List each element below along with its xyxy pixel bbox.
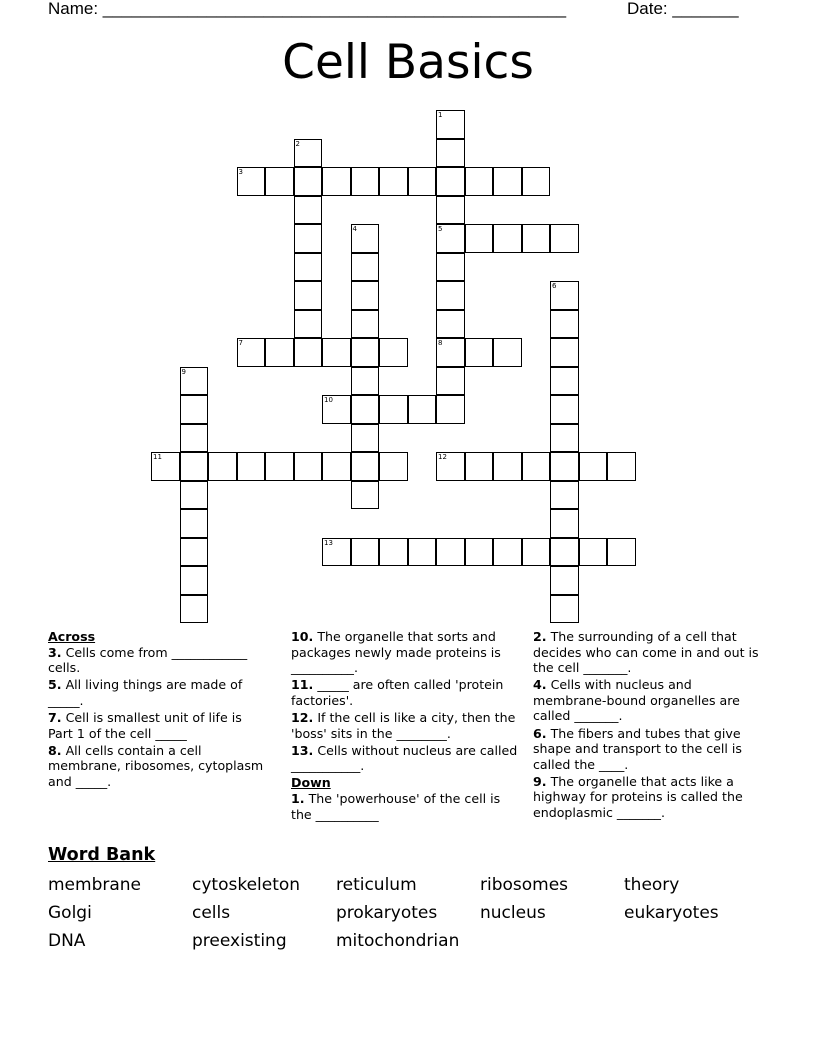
grid-cell[interactable] <box>436 224 465 253</box>
clue-item <box>48 743 270 790</box>
grid-cell[interactable] <box>294 452 323 481</box>
clue-text: If the cell is like a city, then the 'boss' sits in the ________. <box>291 709 516 741</box>
clue-number: 2. <box>533 629 547 644</box>
clue-text: All cells contain a cell membrane, ribosomes, cytoplasm and _____. <box>48 742 264 789</box>
grid-cell[interactable] <box>379 395 408 424</box>
word-bank-item: nucleus <box>480 903 546 923</box>
grid-cell[interactable] <box>436 367 465 396</box>
clue-text: All living things are made of _____. <box>48 677 243 708</box>
grid-cell[interactable] <box>379 538 408 567</box>
grid-cell[interactable] <box>294 139 323 168</box>
clue-heading: Down <box>291 775 331 791</box>
grid-cell[interactable] <box>322 452 351 481</box>
clue-number: 7. <box>48 709 62 725</box>
grid-cell[interactable] <box>265 338 294 367</box>
clue-item <box>291 791 523 822</box>
clue-number: 11 <box>153 453 162 461</box>
grid-cell[interactable] <box>294 224 323 253</box>
clue-number: 13 <box>324 538 333 547</box>
grid-cell[interactable] <box>550 310 579 339</box>
grid-cell[interactable] <box>351 310 380 339</box>
grid-cell[interactable] <box>436 196 465 225</box>
grid-cell[interactable] <box>522 538 551 567</box>
clue-number: 10. <box>291 629 314 644</box>
clue-number: 2 <box>295 139 300 148</box>
clue-number: 4 <box>352 225 357 233</box>
grid-cell[interactable] <box>436 395 465 424</box>
grid-cell[interactable] <box>180 424 209 453</box>
grid-cell[interactable] <box>436 310 465 339</box>
date-field-label[interactable]: Date: _______ <box>627 0 739 18</box>
page-title: Cell Basics <box>282 35 534 90</box>
grid-cell[interactable] <box>351 395 380 424</box>
clue-text: Cells come from ____________ cells. <box>48 644 248 676</box>
clue-item <box>291 629 523 676</box>
clue-number: 12. <box>291 709 314 725</box>
clue-text: Cell is smallest unit of life is Part 1 of the cell _____ <box>48 709 242 741</box>
grid-cell[interactable] <box>351 424 380 453</box>
grid-cell[interactable] <box>550 566 579 595</box>
clue-number: 10 <box>324 396 333 404</box>
clue-number: 13. <box>291 742 314 758</box>
word-bank-item: reticulum <box>336 875 417 895</box>
grid-cell[interactable] <box>180 566 209 595</box>
grid-cell[interactable] <box>436 281 465 310</box>
grid-cell[interactable] <box>294 196 323 225</box>
grid-cell[interactable] <box>180 452 209 481</box>
clue-number: 8. <box>48 742 62 758</box>
clues-column-2 <box>291 629 523 824</box>
grid-cell[interactable] <box>436 167 465 196</box>
word-bank-item: Golgi <box>48 903 92 923</box>
grid-cell[interactable] <box>180 395 209 424</box>
clue-number: 5. <box>48 677 62 693</box>
clue-number: 5 <box>438 225 443 233</box>
grid-cell[interactable] <box>180 595 209 624</box>
grid-cell[interactable] <box>294 338 323 367</box>
grid-cell[interactable] <box>436 452 465 481</box>
grid-cell[interactable] <box>180 538 209 567</box>
clue-text: The 'powerhouse' of the cell is the __________ <box>291 790 501 822</box>
grid-cell[interactable] <box>294 310 323 339</box>
grid-cell[interactable] <box>322 538 351 567</box>
grid-cell[interactable] <box>550 595 579 624</box>
grid-cell[interactable] <box>493 452 522 481</box>
grid-cell[interactable] <box>322 167 351 196</box>
grid-cell[interactable] <box>550 538 579 567</box>
grid-cell[interactable] <box>379 452 408 481</box>
clue-item <box>533 629 765 676</box>
grid-cell[interactable] <box>493 338 522 367</box>
clue-number: 1. <box>291 790 305 806</box>
word-bank-item: preexisting <box>192 931 287 951</box>
grid-cell[interactable] <box>322 395 351 424</box>
grid-cell[interactable] <box>465 452 494 481</box>
grid-cell[interactable] <box>550 367 579 396</box>
grid-cell[interactable] <box>151 452 180 481</box>
grid-cell[interactable] <box>180 367 209 396</box>
clues-column-1 <box>48 629 270 791</box>
clues-column-3 <box>533 629 765 822</box>
clue-number: 6 <box>552 282 557 290</box>
clue-number: 11. <box>291 677 314 693</box>
clue-number: 4. <box>533 677 547 693</box>
grid-cell[interactable] <box>436 110 465 139</box>
grid-cell[interactable] <box>351 167 380 196</box>
grid-cell[interactable] <box>550 281 579 310</box>
clue-number: 12 <box>438 453 447 461</box>
word-bank-item: ribosomes <box>480 875 569 895</box>
grid-cell[interactable] <box>522 224 551 253</box>
clue-item <box>48 645 270 676</box>
grid-cell[interactable] <box>294 167 323 196</box>
clue-number: 3 <box>238 168 243 176</box>
grid-cell[interactable] <box>265 452 294 481</box>
grid-cell[interactable] <box>522 167 551 196</box>
word-bank-item: theory <box>624 875 680 895</box>
grid-cell[interactable] <box>465 167 494 196</box>
word-bank-item: membrane <box>48 875 142 895</box>
grid-cell[interactable] <box>550 424 579 453</box>
grid-cell[interactable] <box>237 338 266 367</box>
grid-cell[interactable] <box>550 224 579 253</box>
grid-cell[interactable] <box>550 481 579 510</box>
grid-cell[interactable] <box>294 253 323 282</box>
grid-cell[interactable] <box>607 538 636 567</box>
grid-cell[interactable] <box>351 538 380 567</box>
grid-cell[interactable] <box>208 452 237 481</box>
clue-item <box>533 774 765 821</box>
clue-number: 9 <box>181 367 186 376</box>
clue-number: 1 <box>438 111 443 119</box>
clue-number: 8 <box>438 339 443 347</box>
clue-heading: Across <box>48 629 96 644</box>
grid-cell[interactable] <box>351 338 380 367</box>
grid-cell[interactable] <box>579 452 608 481</box>
clue-number: 6. <box>533 725 547 741</box>
grid-cell[interactable] <box>408 167 437 196</box>
clue-text: The organelle that sorts and packages newly made proteins is __________. <box>291 629 501 676</box>
grid-cell[interactable] <box>294 281 323 310</box>
grid-cell[interactable] <box>493 167 522 196</box>
grid-cell[interactable] <box>579 538 608 567</box>
grid-cell[interactable] <box>550 452 579 481</box>
grid-cell[interactable] <box>607 452 636 481</box>
grid-cell[interactable] <box>265 167 294 196</box>
word-bank-item: cells <box>192 903 231 923</box>
grid-cell[interactable] <box>550 338 579 367</box>
clue-item <box>291 710 523 741</box>
grid-cell[interactable] <box>522 452 551 481</box>
grid-cell[interactable] <box>550 395 579 424</box>
grid-cell[interactable] <box>180 509 209 538</box>
grid-cell[interactable] <box>351 481 380 510</box>
grid-cell[interactable] <box>550 509 579 538</box>
word-bank-title: Word Bank <box>48 845 156 865</box>
clue-text: The fibers and tubes that give shape and transport to the cell is called the ____. <box>533 725 742 772</box>
clue-item <box>48 677 270 708</box>
grid-cell[interactable] <box>351 281 380 310</box>
clue-text: Cells without nucleus are called ___________. <box>291 742 518 774</box>
grid-cell[interactable] <box>180 481 209 510</box>
clue-item <box>48 710 270 741</box>
grid-cell[interactable] <box>237 452 266 481</box>
clue-item <box>291 677 523 708</box>
word-bank-item: DNA <box>48 931 86 951</box>
grid-cell[interactable] <box>408 538 437 567</box>
grid-cell[interactable] <box>436 253 465 282</box>
clue-text: _____ are often called 'protein factories'. <box>291 677 504 708</box>
grid-cell[interactable] <box>351 253 380 282</box>
grid-cell[interactable] <box>351 224 380 253</box>
clue-item <box>291 743 523 774</box>
clue-text: Cells with nucleus and membrane-bound organelles are called _______. <box>533 677 740 724</box>
clue-number: 9. <box>533 773 547 789</box>
clue-text: The organelle that acts like a highway for proteins is called the endoplasmic _______. <box>533 773 743 821</box>
clue-item <box>533 677 765 724</box>
grid-cell[interactable] <box>436 538 465 567</box>
grid-cell[interactable] <box>493 224 522 253</box>
word-bank-item: eukaryotes <box>624 903 719 923</box>
grid-cell[interactable] <box>237 167 266 196</box>
grid-cell[interactable] <box>465 538 494 567</box>
word-bank-item: prokaryotes <box>336 903 438 923</box>
grid-cell[interactable] <box>408 395 437 424</box>
grid-cell[interactable] <box>436 139 465 168</box>
grid-cell[interactable] <box>379 338 408 367</box>
grid-cell[interactable] <box>351 367 380 396</box>
word-bank-item: mitochondrian <box>336 931 460 951</box>
clue-text: The surrounding of a cell that decides who can come in and out is the cell _______. <box>533 629 759 676</box>
clue-item <box>533 726 765 773</box>
grid-cell[interactable] <box>436 338 465 367</box>
grid-cell[interactable] <box>465 338 494 367</box>
grid-cell[interactable] <box>351 452 380 481</box>
grid-cell[interactable] <box>465 224 494 253</box>
clue-number: 3. <box>48 644 62 660</box>
grid-cell[interactable] <box>493 538 522 567</box>
grid-cell[interactable] <box>379 167 408 196</box>
word-bank-item: cytoskeleton <box>192 875 301 895</box>
grid-cell[interactable] <box>322 338 351 367</box>
clue-number: 7 <box>238 339 243 347</box>
name-field-label[interactable]: Name: _________________________________________________ <box>48 0 567 18</box>
